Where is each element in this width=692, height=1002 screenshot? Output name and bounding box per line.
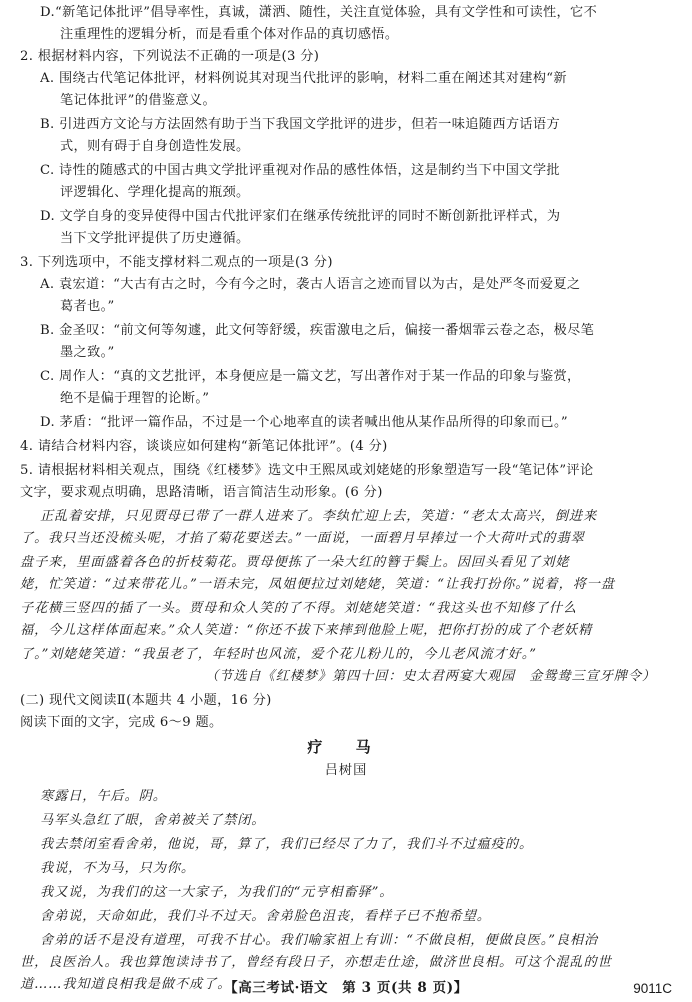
hlm-excerpt-line6: 福，今儿这样体面起来。”众人笑道：“你还不拔下来摔到他脸上呢，把你打扮的成了个老妖精 <box>20 623 593 638</box>
hlm-excerpt-line3: 盘子来，里面盛着各色的折枝菊花。贾母便拣了一朵大红的簪于鬓上。因回头看见了刘姥 <box>20 555 570 570</box>
q2-option-d-line2: 当下文学批评提供了历史遵循。 <box>60 231 250 246</box>
story-para-1: 寒露日，午后。阴。 <box>40 789 167 804</box>
story-para-7-line3: 道……我知道良相我是做不成了。 <box>20 977 232 992</box>
q1-option-d-line2: 注重理性的逻辑分析，而是看重个体对作品的真切感悟。 <box>60 27 399 42</box>
q3-option-b-line1: B. 金圣叹：“前文何等匆遽，此文何等舒缓，疾雷激电之后，偏接一番烟霏云卷之态，极尽笔 <box>40 323 595 338</box>
story-para-4: 我说，不为马，只为你。 <box>40 861 195 876</box>
story-para-6: 舍弟说，天命如此，我们斗不过天。舍弟脸色沮丧，看样子已不抱希望。 <box>40 909 491 924</box>
q5-stem-line1: 5. 请根据材料相关观点，围绕《红楼梦》选文中王熙凤或刘姥姥的形象塑造写一段“笔记体”评论 <box>20 463 594 478</box>
q2-option-b-line2: 式，则有碍于自身创造性发展。 <box>60 139 250 154</box>
q3-option-a-line1: A. 袁宏道：“大古有古之时，今有今之时，袭古人语言之迹而冒以为古，是处严冬而爱夏之 <box>40 277 581 292</box>
hlm-excerpt-line4: 姥，忙笑道：“过来带花儿。”一语未完，凤姐便拉过刘姥姥，笑道：“让我打扮你。”说着，将一盘 <box>20 577 615 592</box>
q3-stem: 3. 下列选项中，不能支撑材料二观点的一项是(3 分) <box>20 255 333 270</box>
section2-heading: (二) 现代文阅读Ⅱ(本题共 4 小题，16 分) <box>20 693 272 708</box>
hlm-excerpt-line5: 子花横三竖四的插了一头。贾母和众人笑的了不得。刘姥姥笑道：“我这头也不知修了什么 <box>20 601 578 616</box>
q2-option-c-line1: C. 诗性的随感式的中国古典文学批评重视对作品的感性体悟，这是制约当下中国文学批 <box>40 163 560 178</box>
q2-option-b-line1: B. 引进西方文论与方法固然有助于当下我国文学批评的进步，但若一味追随西方话语方 <box>40 117 561 132</box>
story-para-5: 我又说，为我们的这一大家子，为我们的“元亨相畜驿”。 <box>40 885 394 900</box>
story-title: 疗 马 <box>307 738 385 756</box>
q2-option-a-line2: 笔记体批评”的借鉴意义。 <box>60 93 217 108</box>
q2-option-a-line1: A. 围绕古代笔记体批评，材料例说其对现当代批评的影响，材料二重在阐述其对建构“新 <box>40 71 567 86</box>
hlm-excerpt-line2: 了。我只当还没梳头呢，才掐了菊花要送去。”一面说，一面碧月早捧过一个大荷叶式的翡翠 <box>20 531 585 546</box>
q5-stem-line2: 文字，要求观点明确，思路清晰，语言简洁生动形象。(6 分) <box>20 485 383 500</box>
q2-option-c-line2: 评逻辑化、学理化提高的瓶颈。 <box>60 185 250 200</box>
hlm-excerpt-line1: 正乱着安排，只见贾母已带了一群人进来了。李纨忙迎上去，笑道：“老太太高兴，倒进来 <box>40 509 598 524</box>
q1-option-d-line1: D.“新笔记体批评”倡导率性，真诚，潇洒、随性，关注直觉体验，具有文学性和可读性，它不 <box>40 5 598 20</box>
q3-option-b-line2: 墨之致。” <box>60 345 115 360</box>
story-para-7-line2: 世，良医治人。我也算饱读诗书了，曾经有段日子，亦想走仕途，做济世良相。可这个混乱的世 <box>20 955 612 970</box>
q3-option-c-line1: C. 周作人：“真的文艺批评，本身便应是一篇文艺，写出著作对于某一作品的印象与鉴赏， <box>40 369 581 384</box>
q4-stem: 4. 请结合材料内容，谈谈应如何建构“新笔记体批评”。(4 分) <box>20 439 388 454</box>
exam-code: 9011C <box>633 981 672 996</box>
q2-stem: 2. 根据材料内容，下列说法不正确的一项是(3 分) <box>20 49 320 64</box>
q3-option-d: D. 茅盾：“批评一篇作品，不过是一个心地率直的读者喊出他从某作品所得的印象而已。” <box>40 415 569 430</box>
hlm-excerpt-source: （节选自《红楼梦》第四十回：史太君两宴大观园 金鸳鸯三宣牙牌令） <box>205 669 656 684</box>
story-para-7-line1: 舍弟的话不是没有道理，可我不甘心。我们喻家祖上有训：“不做良相，便做良医。”良相治 <box>40 933 599 948</box>
q2-option-d-line1: D. 文学自身的变异使得中国古代批评家们在继承传统批评的同时不断创新批评样式，为 <box>40 209 561 224</box>
q3-option-c-line2: 绝不是偏于理智的论断。” <box>60 391 210 406</box>
section2-instruction: 阅读下面的文字，完成 6～9 题。 <box>20 715 223 730</box>
story-para-2: 马军头急红了眼，舍弟被关了禁闭。 <box>40 813 266 828</box>
q3-option-a-line2: 葛者也。” <box>60 299 115 314</box>
story-author: 吕树国 <box>324 763 368 778</box>
page-footer: 【高三考试·语文 第 3 页(共 8 页)】 <box>224 980 468 996</box>
hlm-excerpt-line7: 了。”刘姥姥笑道：“我虽老了，年轻时也风流，爱个花儿粉儿的，今儿老风流才好。” <box>20 647 537 662</box>
story-para-3: 我去禁闭室看舍弟，他说，哥，算了，我们已经尽了力了，我们斗不过瘟疫的。 <box>40 837 534 852</box>
